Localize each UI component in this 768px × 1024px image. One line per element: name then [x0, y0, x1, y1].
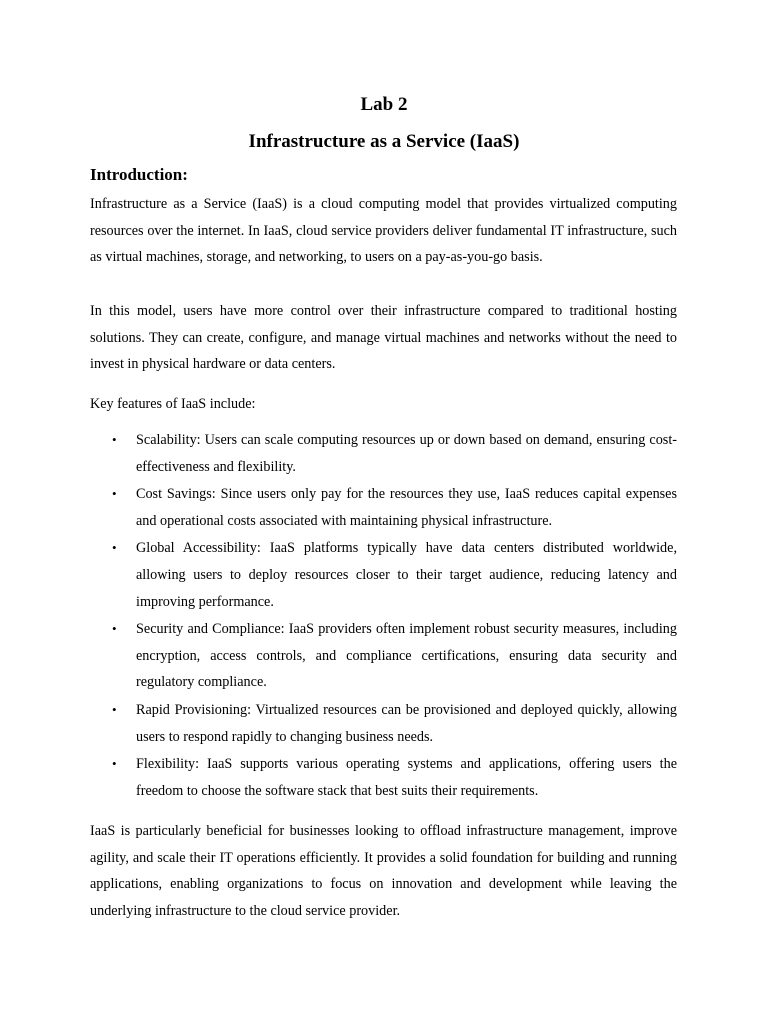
bullet-icon: •	[112, 621, 117, 637]
feature-text: Cost Savings: Since users only pay for the resources they use, IaaS reduces capital expenses and operational costs associated with maintaining physical infrastructure.	[136, 486, 677, 529]
feature-item-rapid-provisioning	[90, 697, 677, 750]
feature-item-scalability	[90, 427, 677, 480]
bullet-icon: •	[112, 540, 117, 556]
model-paragraph: In this model, users have more control over their infrastructure compared to traditional hosting solutions. They can create, configure, and manage virtual machines and networks without the need to invest in physical hardware or data centers.	[90, 303, 677, 373]
intro-paragraph: Infrastructure as a Service (IaaS) is a cloud computing model that provides virtualized computing resources over the internet. In IaaS, cloud service providers deliver fundamental IT infrastructure, such as virtual machines, storage, and networking, to users on a pay-as-you-go basis.	[90, 196, 677, 266]
bullet-icon: •	[112, 432, 117, 447]
bullet-icon: •	[112, 486, 117, 502]
key-features-intro: Key features of IaaS include:	[90, 396, 256, 412]
feature-item-cost-savings	[90, 481, 677, 534]
feature-text: Rapid Provisioning: Virtualized resources can be provisioned and deployed quickly, allowing users to respond rapidly to changing business needs.	[136, 701, 677, 745]
feature-text: Global Accessibility: IaaS platforms typically have data centers distributed worldwide, allowing users to deploy resources closer to their target audience, reducing latency and improving performance.	[136, 540, 677, 610]
feature-item-security-compliance	[90, 616, 677, 696]
lab-title: Lab 2	[360, 94, 408, 115]
key-features-list	[90, 427, 677, 805]
conclusion-paragraph: IaaS is particularly beneficial for businesses looking to offload infrastructure management, improve agility, and scale their IT operations efficiently. It provides a solid foundation for building and running applications, enabling organizations to focus on innovation and development while leaving the underlying infrastructure to the cloud service provider.	[90, 823, 677, 919]
feature-item-flexibility	[90, 751, 677, 804]
feature-text: Security and Compliance: IaaS providers often implement robust security measures, including encryption, access controls, and compliance certifications, ensuring data security and regulatory compliance.	[136, 621, 677, 691]
introduction-heading: Introduction:	[90, 165, 188, 184]
bullet-icon: •	[112, 756, 117, 772]
document-title: Infrastructure as a Service (IaaS)	[248, 131, 520, 152]
feature-item-global-accessibility	[90, 535, 677, 615]
feature-text: Scalability: Users can scale computing resources up or down based on demand, ensuring cost-effectiveness and flexibility.	[136, 432, 677, 475]
bullet-icon: •	[112, 701, 117, 717]
feature-text: Flexibility: IaaS supports various operating systems and applications, offering users the freedom to choose the software stack that best suits their requirements.	[136, 756, 677, 799]
